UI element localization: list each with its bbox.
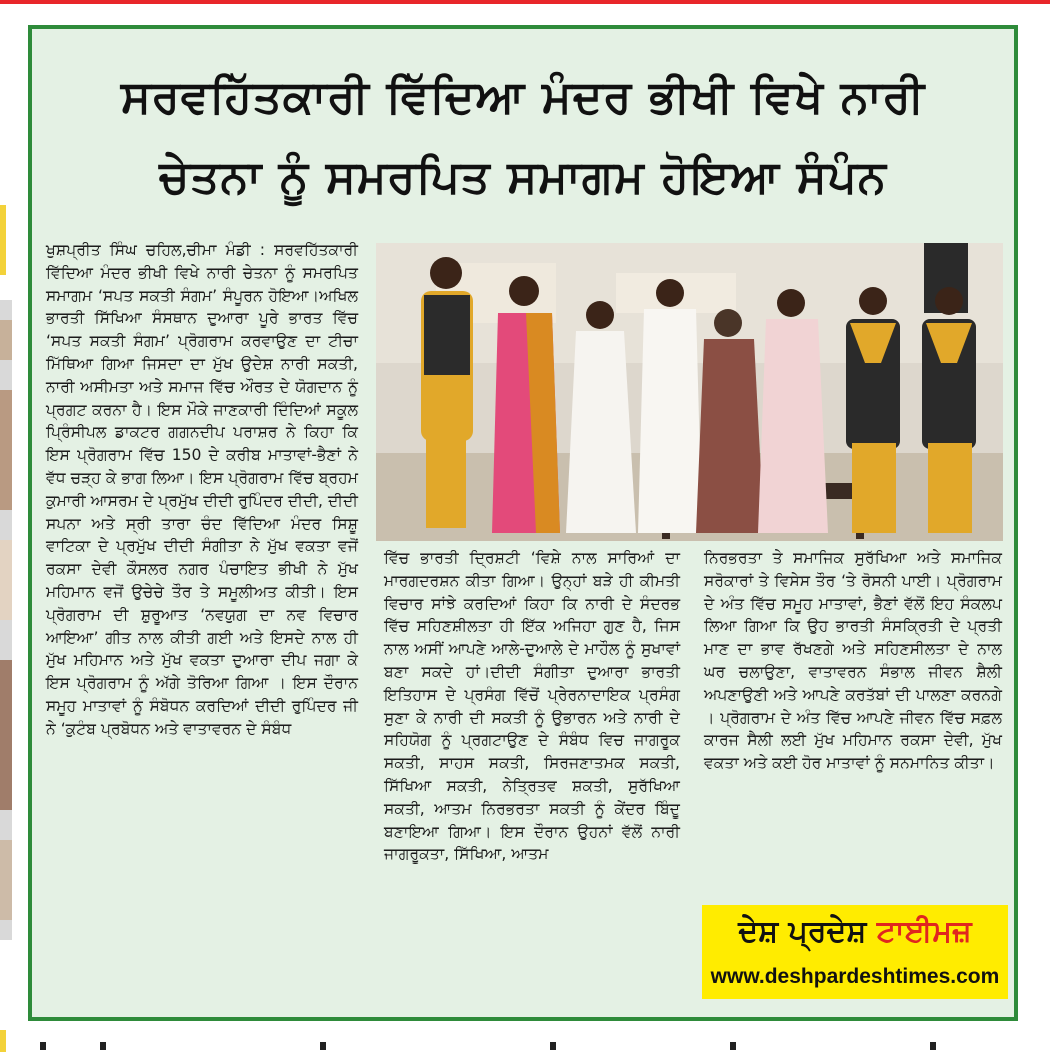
headline [42,57,1004,217]
article-column-2 [384,547,680,866]
news-article [28,25,1018,1021]
column-1-text: ਖੁਸ਼ਪ੍ਰੀਤ ਸਿੰਘ ਚਹਿਲ,ਚੀਮਾ ਮੰਡੀ : ਸਰਵਹਿੱਤਕਾਰੀ ਵਿੱਦਿਆ ਮੰਦਰ ਭੀਖੀ ਵਿਖੇ ਨਾਰੀ ਚੇਤਨਾ ਨੂੰ ਸਮਰਪਿਤ ਸਮਾਗਮ ‘ਸਪਤ ਸਕਤੀ ਸੰਗਮ’ ਸੰਪੂਰਨ ਹੋਇਆ।ਅਖਿਲ ਭਾਰਤੀ ਸਿੱਖਿਆ ਸੰਸਥਾਨ ਦੁਆਰਾ ਪੂਰੇ ਭਾਰਤ ਵਿੱਚ ‘ਸਪਤ ਸਕਤੀ ਸੰਗਮ’ ਪ੍ਰੋਗਰਾਮ ਕਰਵਾਉਣ ਦਾ ਟੀਚਾ ਮਿੱਥਿਆ ਗਿਆ ਜਿਸਦਾ ਦਾ ਮੁੱਖ ਉਦੇਸ਼ ਨਾਰੀ ਸਕਤੀ, ਨਾਰੀ ਅਸੀਮਤਾ ਅਤੇ ਸਮਾਜ ਵਿੱਚ ਔਰਤ ਦੇ ਯੋਗਦਾਨ ਨੂੰ ਪ੍ਰਗਟ ਕਰਨਾ ਹੈ। ਇਸ ਮੌਕੇ ਜਾਣਕਾਰੀ ਦਿੰਦਿਆਂ ਸਕੂਲ ਪ੍ਰਿੰਸੀਪਲ ਡਾਕਟਰ ਗਗਨਦੀਪ ਪਰਾਸ਼ਰ ਨੇ ਕਿਹਾ ਕਿ ਇਸ ਪ੍ਰੋਗਰਾਮ ਵਿੱਚ 150 ਦੇ ਕਰੀਬ ਮਾਤਾਵਾਂ-ਭੈਣਾਂ ਨੇ ਵੱਧ ਚੜ੍ਹ ਕੇ ਭਾਗ ਲਿਆ। ਇਸ ਪ੍ਰੋਗਰਾਮ ਵਿੱਚ ਬ੍ਰਹਮ ਕੁਮਾਰੀ ਆਸਰਮ ਦੇ ਪ੍ਰਮੁੱਖ ਦੀਦੀ ਰੁਪਿੰਦਰ ਦੀਦੀ, ਦੀਦੀ ਸਪਨਾ ਅਤੇ ਸ੍ਰੀ ਤਾਰਾ ਚੰਦ ਵਿੱਦਿਆ ਮੰਦਰ ਸਿਸ਼ੂ ਵਾਟਿਕਾ ਦੇ ਪ੍ਰਮੁੱਖ ਦੀਦੀ ਸੰਗੀਤਾ ਨੇ ਮੁੱਖ ਵਕਤਾ ਵਜੋਂ ਰਕਸਾ ਦੇਵੀ ਕੌਸਲਰ ਨਗਰ ਪੰਚਾਇਤ ਭੀਖੀ ਨੇ ਮੁੱਖ ਮਹਿਮਾਨ ਵਜੋਂ ਉਚੇਚੇ ਤੌਰ ਤੇ ਸਮੂਲੀਅਤ ਕੀਤੀ। ਇਸ ਪ੍ਰੋਗਰਾਮ ਦੀ ਸ਼ੁਰੂਆਤ ‘ਨਵਯੁਗ ਦਾ ਨਵ ਵਿਚਾਰ ਆਇਆ’ ਗੀਤ ਨਾਲ ਕੀਤੀ ਗਈ ਅਤੇ ਇਸਦੇ ਨਾਲ ਹੀ ਮੁੱਖ ਮਹਿਮਾਨ ਅਤੇ ਮੁੱਖ ਵਕਤਾ ਦੁਆਰਾ ਦੀਪ ਜਗਾ ਕੇ ਇਸ ਪ੍ਰੋਗਰਾਮ ਨੂੰ ਅੱਗੇ ਤੋਰਿਆ ਗਿਆ । ਇਸ ਦੌਰਾਨ ਸਮੂਹ ਮਾਤਾਵਾਂ ਨੂੰ ਸੰਬੋਧਨ ਕਰਦਿਆਂ ਦੀਦੀ ਰੁਪਿੰਦਰ ਜੀ ਨੇ ‘ਕੁਟੰਬ ਪ੍ਰਬੋਧਨ ਅਤੇ ਵਾਤਾਵਰਨ ਦੇ ਸੰਬੰਧ [46,241,358,738]
headline-line-1: ਸਰਵਹਿੱਤਕਾਰੀ ਵਿੱਦਿਆ ਮੰਦਰ ਭੀਖੀ ਵਿਖੇ ਨਾਰੀ [120,70,926,123]
event-photo [376,243,1003,541]
adjacent-page-edge [0,205,6,275]
article-column-3 [704,547,1002,775]
headline-line-2: ਚੇਤਨਾ ਨੂੰ ਸਮਰਪਿਤ ਸਮਾਗਮ ਹੋਇਆ ਸੰਪੰਨ [159,150,887,203]
column-3-text: ਨਿਰਭਰਤਾ ਤੇ ਸਮਾਜਿਕ ਸੁਰੱਖਿਆ ਅਤੇ ਸਮਾਜਿਕ ਸਰੋਕਾਰਾਂ ਤੇ ਵਿਸੇਸ ਤੌਰ ‘ਤੇ ਰੋਸਨੀ ਪਾਈ। ਪ੍ਰੋਗਰਾਮ ਦੇ ਅੰਤ ਵਿੱਚ ਸਮੂਹ ਮਾਤਾਵਾਂ, ਭੈਣਾਂ ਵੱਲੋਂ ਇਹ ਸੰਕਲਪ ਲਿਆ ਗਿਆ ਕਿ ਉਹ ਭਾਰਤੀ ਸੰਸਕ੍ਰਿਤੀ ਦੇ ਪ੍ਰਤੀ ਮਾਣ ਦਾ ਭਾਵ ਰੱਖਣਗੇ ਅਤੇ ਸਹਿਣਸੀਲਤਾ ਦੇ ਨਾਲ ਘਰ ਚਲਾਉਣਾ, ਵਾਤਾਵਰਨ ਸੰਭਾਲ ਜੀਵਨ ਸ਼ੈਲੀ ਅਪਣਾਉਣੀ ਅਤੇ ਆਪਣੇ ਕਰਤੱਬਾਂ ਦੀ ਪਾਲਣਾ ਕਰਨਗੇ । ਪ੍ਰੋਗਰਾਮ ਦੇ ਅੰਤ ਵਿੱਚ ਆਪਣੇ ਜੀਵਨ ਵਿੱਚ ਸਫ਼ਲ ਕਾਰਜ ਸੈਲੀ ਲਈ ਮੁੱਖ ਮਹਿਮਾਨ ਰਕਸਾ ਦੇਵੀ, ਮੁੱਖ ਵਕਤਾ ਅਤੇ ਕਈ ਹੋਰ ਮਾਤਾਵਾਂ ਨੂੰ ਸਨਮਾਨਿਤ ਕੀਤਾ। [704,549,1002,773]
article-column-1 [46,239,358,741]
logo-title-part-2: ਟਾਈਮਜ਼ [876,914,972,949]
event-photo-image [376,243,1003,541]
logo-title-part-1: ਦੇਸ਼ ਪ੍ਰਦੇਸ਼ [738,914,867,949]
adjacent-page-edge-bottom [0,1030,6,1052]
top-red-rule [0,0,1050,4]
adjacent-article-strip [0,300,12,940]
column-2-text: ਵਿੱਚ ਭਾਰਤੀ ਦ੍ਰਿਸ਼ਟੀ ‘ਵਿਸ਼ੇ ਨਾਲ ਸਾਰਿਆਂ ਦਾ ਮਾਰਗਦਰਸ਼ਨ ਕੀਤਾ ਗਿਆ। ਉਨ੍ਹਾਂ ਬੜੇ ਹੀ ਕੀਮਤੀ ਵਿਚਾਰ ਸਾਂਝੇ ਕਰਦਿਆਂ ਕਿਹਾ ਕਿ ਨਾਰੀ ਦੇ ਸੰਦਰਭ ਵਿੱਚ ਸਹਿਣਸ਼ੀਲਤਾ ਹੀ ਇੱਕ ਅਜਿਹਾ ਗੁਣ ਹੈ, ਜਿਸ ਨਾਲ ਅਸੀਂ ਆਪਣੇ ਆਲੇ-ਦੁਆਲੇ ਦੇ ਮਾਹੌਲ ਨੂੰ ਸੁਖਾਵਾਂ ਬਣਾ ਸਕਦੇ ਹਾਂ।ਦੀਦੀ ਸੰਗੀਤਾ ਦੁਆਰਾ ਭਾਰਤੀ ਇਤਿਹਾਸ ਦੇ ਪ੍ਰਸੰਗ ਵਿੱਚੋਂ ਪ੍ਰੇਰਨਾਦਾਇਕ ਪ੍ਰਸੰਗ ਸੁਣਾ ਕੇ ਨਾਰੀ ਦੀ ਸਕਤੀ ਨੂੰ ਉਭਾਰਨ ਅਤੇ ਨਾਰੀ ਦੇ ਸਹਿਯੋਗ ਨੂੰ ਪ੍ਰਗਟਾਉਣ ਦੇ ਸੰਬੰਧ ਵਿਚ ਜਾਗਰੂਕ ਸਕਤੀ, ਸਾਹਸ ਸਕਤੀ, ਸਿਰਜਣਾਤਮਕ ਸਕਤੀ, ਸਿੱਖਿਆ ਸਕਤੀ, ਨੇਤ੍ਰਿਤਵ ਸ਼ਕਤੀ, ਸੁਰੱਖਿਆ ਸਕਤੀ, ਆਤਮ ਨਿਰਭਰਤਾ ਸਕਤੀ ਨੂੰ ਕੇਂਦਰ ਬਿੰਦੂ ਬਣਾਇਆ ਗਿਆ। ਇਸ ਦੌਰਾਨ ਉਹਨਾਂ ਵੱਲੋਂ ਨਾਰੀ ਜਾਗਰੂਕਤਾ, ਸਿੱਖਿਆ, ਆਤਮ [384,549,680,864]
next-article-teaser [30,1040,1030,1052]
logo-url: www.deshpardeshtimes.com [710,965,1000,988]
logo-title [702,911,1008,953]
newspaper-logo [702,905,1008,999]
